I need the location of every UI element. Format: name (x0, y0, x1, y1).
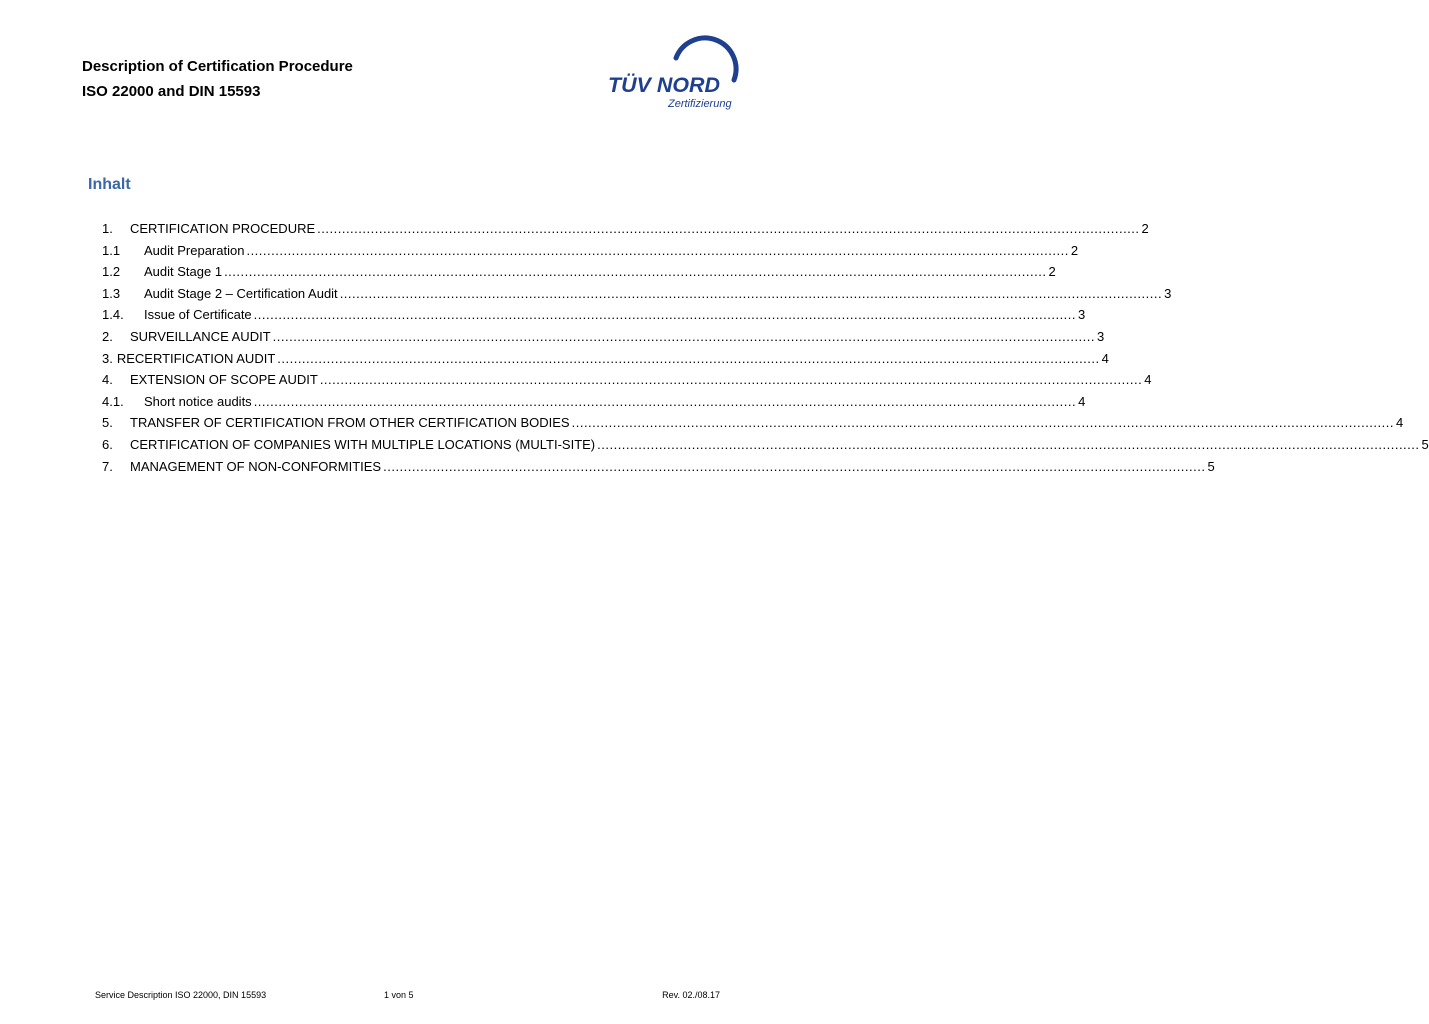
toc-entry-number: 1.1 (102, 242, 121, 258)
toc-entry-page: 3 (1164, 285, 1172, 301)
toc-entry-title: SURVEILLANCE AUDIT (130, 328, 271, 344)
toc-entry-page: 2 (1141, 221, 1149, 236)
toc-entry-number: 7. (102, 458, 113, 474)
toc-entry-page: 3 (1097, 328, 1105, 344)
table-of-contents (102, 218, 1429, 477)
toc-entry-number: 1.3 (102, 285, 121, 301)
document-title: Description of Certification Procedure (82, 58, 353, 75)
toc-entry-page: 4 (1101, 350, 1109, 366)
toc-entry-number: 4. (102, 372, 113, 388)
toc-entry-page: 5 (1207, 458, 1215, 474)
footer-page-number: 1 von 5 (384, 990, 414, 1000)
toc-entry-leader: ........................................................................................................................................................................................................ (253, 393, 1077, 409)
toc-entry-number: 1. (102, 221, 113, 236)
toc-entry-title: Short notice audits (144, 393, 252, 409)
toc-entry-page: 4 (1395, 415, 1404, 431)
toc-entry-page: 2 (1070, 242, 1079, 258)
toc-entry-title: RECERTIFICATION AUDIT (116, 350, 276, 366)
toc-entry-page: 3 (1078, 307, 1086, 323)
toc-entry[interactable] (102, 261, 1056, 283)
toc-entry-title: CERTIFICATION OF COMPANIES WITH MULTIPLE LOCATIONS (MULTI-SITE) (130, 436, 596, 452)
toc-entry-page: 4 (1078, 393, 1086, 409)
toc-entry-title: TRANSFER OF CERTIFICATION FROM OTHER CERTIFICATION BODIES (130, 415, 570, 431)
toc-entry-leader: ........................................................................................................................................................................................................ (339, 285, 1163, 301)
toc-entry[interactable] (102, 412, 1404, 434)
toc-entry[interactable] (102, 391, 1086, 413)
toc-entry-number: 1.4. (102, 307, 124, 323)
logo-subtitle: Zertifizierung (668, 98, 732, 110)
toc-entry-title: EXTENSION OF SCOPE AUDIT (130, 372, 318, 388)
toc-entry-leader: ........................................................................................................................................................................................................ (277, 350, 1100, 366)
toc-entry-number: 6. (102, 436, 113, 452)
toc-entry-leader: ........................................................................................................................................................................................................ (224, 264, 1047, 280)
toc-heading: Inhalt (88, 176, 131, 193)
toc-entry-title: Audit Stage 2 – Certification Audit (144, 285, 338, 301)
toc-entry-leader: ........................................................................................................................................................................................................ (253, 307, 1077, 323)
toc-entry-page: 2 (1048, 264, 1056, 280)
toc-entry-leader: ........................................................................................................................................................................................................ (246, 242, 1069, 258)
toc-entry[interactable] (102, 456, 1215, 478)
toc-entry-leader: ........................................................................................................................................................................................................ (383, 458, 1206, 474)
toc-entry-title: Audit Stage 1 (144, 264, 223, 280)
toc-entry[interactable] (102, 304, 1086, 326)
toc-entry-title: Issue of Certificate (144, 307, 252, 323)
tuv-nord-logo (606, 36, 738, 116)
toc-entry[interactable] (102, 218, 1149, 240)
toc-entry-page: 5 (1421, 436, 1429, 452)
toc-entry[interactable] (102, 283, 1172, 305)
toc-entry-leader: ........................................................................................................................................................................................................ (597, 436, 1420, 452)
toc-entry-leader: ........................................................................................................................................................................................................ (272, 328, 1096, 344)
toc-entry-leader: ........................................................................................................................................................................................................ (317, 221, 1140, 236)
document-header (82, 54, 502, 104)
toc-entry-number: 5. (102, 415, 113, 431)
toc-entry[interactable] (102, 369, 1152, 391)
toc-entry[interactable] (102, 326, 1105, 348)
toc-entry-page: 4 (1144, 372, 1152, 388)
toc-entry[interactable] (102, 240, 1079, 262)
toc-entry-number: 2. (102, 328, 113, 344)
toc-entry-leader: ........................................................................................................................................................................................................ (319, 372, 1143, 388)
footer-document-name: Service Description ISO 22000, DIN 15593 (95, 990, 267, 1000)
toc-entry-title: Audit Preparation (144, 242, 245, 258)
toc-entry[interactable] (102, 348, 1109, 370)
toc-entry[interactable] (102, 434, 1429, 456)
toc-entry-number: 4.1. (102, 393, 124, 409)
logo-wordmark: TÜV NORD (608, 74, 720, 97)
toc-entry-number: 1.2 (102, 264, 121, 280)
footer-revision: Rev. 02./08.17 (662, 990, 720, 1000)
toc-entry-number: 3. (102, 350, 113, 366)
toc-entry-title: CERTIFICATION PROCEDURE (130, 221, 316, 236)
document-subtitle: ISO 22000 and DIN 15593 (82, 83, 261, 100)
toc-entry-leader: ........................................................................................................................................................................................................ (571, 415, 1394, 431)
toc-entry-title: MANAGEMENT OF NON-CONFORMITIES (130, 458, 382, 474)
